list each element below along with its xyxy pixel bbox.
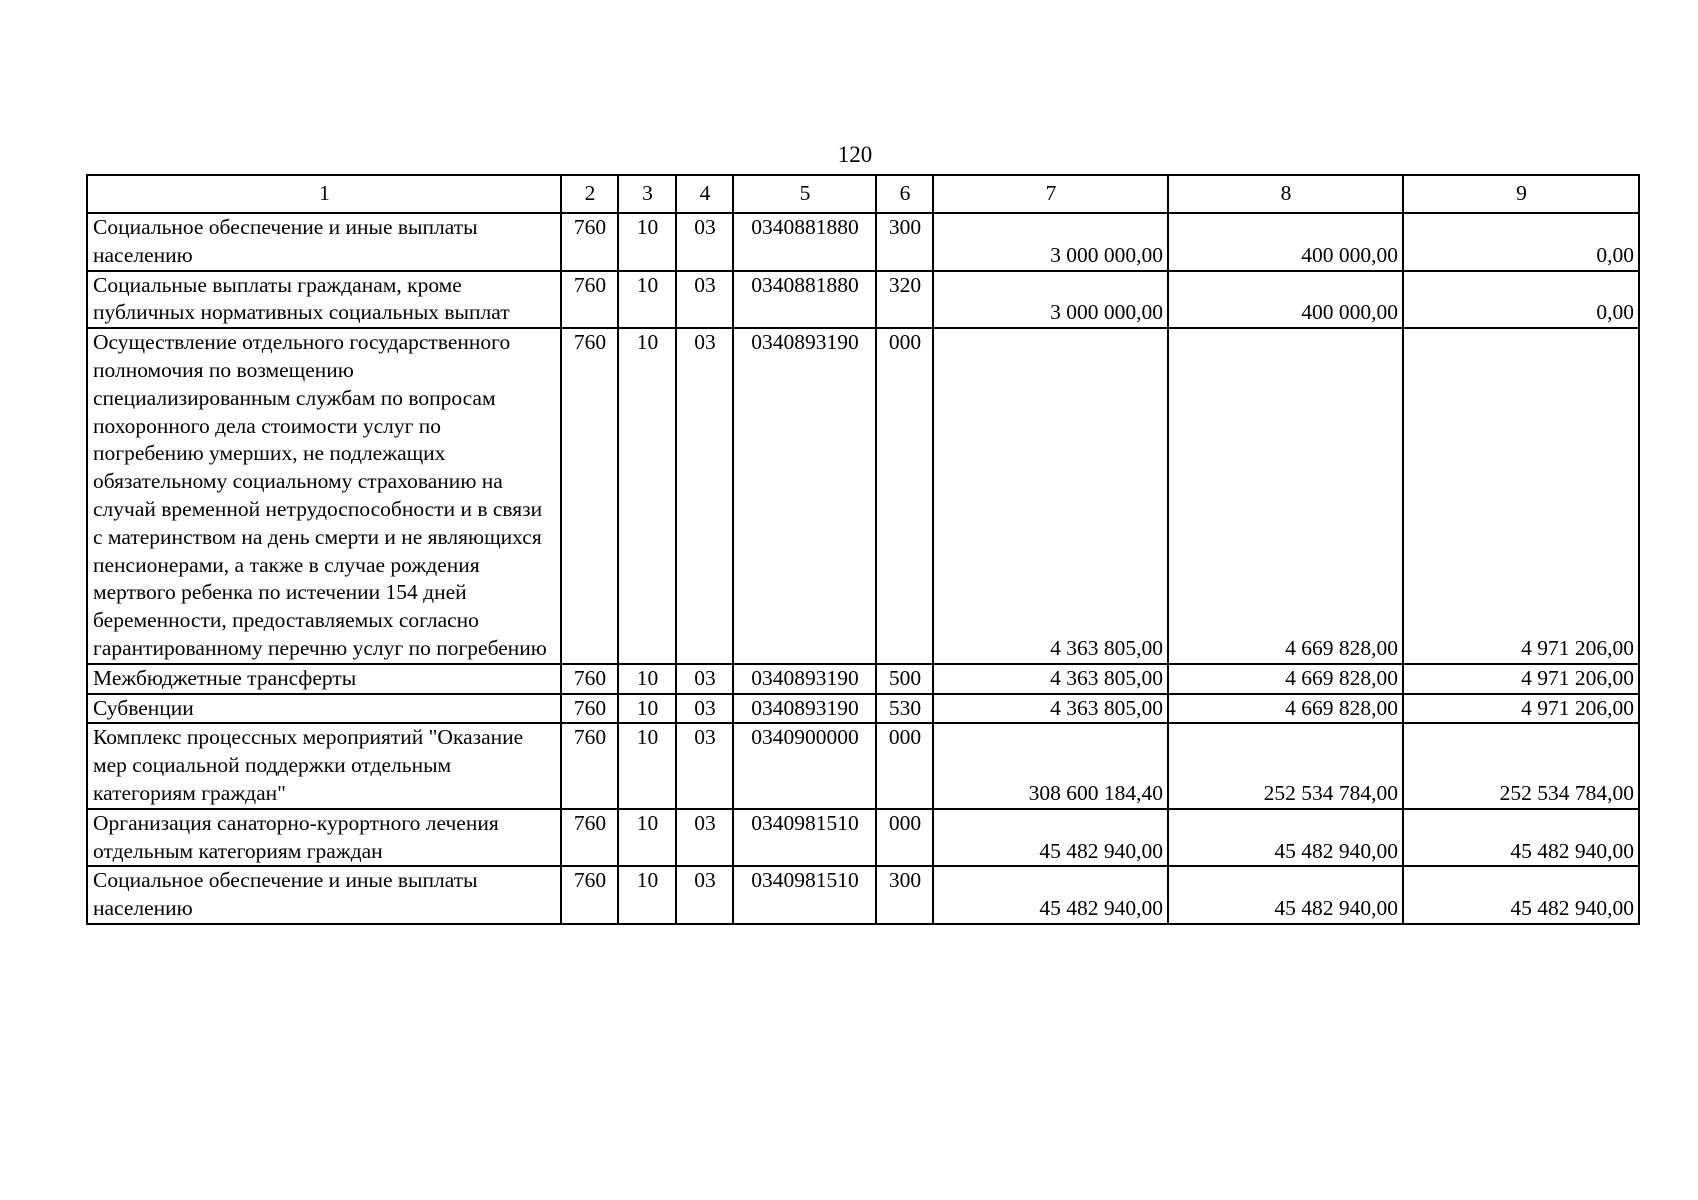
row-code-2: 760 bbox=[561, 271, 618, 329]
row-code-4: 03 bbox=[676, 664, 733, 694]
row-code-3: 10 bbox=[618, 664, 676, 694]
row-amount-7: 4 363 805,00 bbox=[933, 328, 1168, 664]
row-code-6: 000 bbox=[876, 328, 933, 664]
header-cell-3: 3 bbox=[618, 175, 676, 213]
row-code-4: 03 bbox=[676, 328, 733, 664]
row-name: Субвенции bbox=[87, 694, 561, 724]
row-amount-8: 4 669 828,00 bbox=[1168, 694, 1403, 724]
row-amount-7: 4 363 805,00 bbox=[933, 694, 1168, 724]
row-amount-7: 3 000 000,00 bbox=[933, 213, 1168, 271]
row-name: Организация санаторно-курортного лечения отдельным категориям граждан bbox=[87, 809, 561, 867]
row-amount-8: 45 482 940,00 bbox=[1168, 809, 1403, 867]
row-amount-9: 0,00 bbox=[1403, 271, 1639, 329]
table-row bbox=[87, 271, 1639, 329]
row-amount-7: 308 600 184,40 bbox=[933, 723, 1168, 808]
row-code-5: 0340881880 bbox=[733, 213, 876, 271]
row-code-3: 10 bbox=[618, 723, 676, 808]
row-amount-9: 4 971 206,00 bbox=[1403, 694, 1639, 724]
table-row bbox=[87, 213, 1639, 271]
header-cell-8: 8 bbox=[1168, 175, 1403, 213]
table-row bbox=[87, 328, 1639, 664]
header-row bbox=[87, 175, 1639, 213]
row-code-3: 10 bbox=[618, 271, 676, 329]
table-row bbox=[87, 866, 1639, 924]
row-amount-8: 252 534 784,00 bbox=[1168, 723, 1403, 808]
row-code-4: 03 bbox=[676, 694, 733, 724]
row-name: Межбюджетные трансферты bbox=[87, 664, 561, 694]
row-code-3: 10 bbox=[618, 809, 676, 867]
row-name: Социальные выплаты гражданам, кроме публичных нормативных социальных выплат bbox=[87, 271, 561, 329]
row-code-3: 10 bbox=[618, 213, 676, 271]
row-amount-8: 4 669 828,00 bbox=[1168, 328, 1403, 664]
header-cell-1: 1 bbox=[87, 175, 561, 213]
row-code-4: 03 bbox=[676, 866, 733, 924]
row-code-2: 760 bbox=[561, 328, 618, 664]
row-code-2: 760 bbox=[561, 664, 618, 694]
row-amount-9: 252 534 784,00 bbox=[1403, 723, 1639, 808]
row-name: Комплекс процессных мероприятий "Оказание мер социальной поддержки отдельным категориям граждан" bbox=[87, 723, 561, 808]
row-amount-7: 3 000 000,00 bbox=[933, 271, 1168, 329]
row-code-4: 03 bbox=[676, 213, 733, 271]
row-code-5: 0340893190 bbox=[733, 694, 876, 724]
row-code-5: 0340981510 bbox=[733, 809, 876, 867]
row-code-6: 500 bbox=[876, 664, 933, 694]
row-amount-9: 4 971 206,00 bbox=[1403, 328, 1639, 664]
row-amount-8: 45 482 940,00 bbox=[1168, 866, 1403, 924]
row-amount-9: 45 482 940,00 bbox=[1403, 866, 1639, 924]
row-code-4: 03 bbox=[676, 271, 733, 329]
table-row bbox=[87, 723, 1639, 808]
row-code-2: 760 bbox=[561, 723, 618, 808]
header-cell-2: 2 bbox=[561, 175, 618, 213]
header-cell-4: 4 bbox=[676, 175, 733, 213]
row-code-3: 10 bbox=[618, 694, 676, 724]
row-code-3: 10 bbox=[618, 866, 676, 924]
page-number: 120 bbox=[837, 142, 873, 167]
row-code-2: 760 bbox=[561, 213, 618, 271]
row-code-4: 03 bbox=[676, 809, 733, 867]
row-code-6: 300 bbox=[876, 866, 933, 924]
row-code-2: 760 bbox=[561, 809, 618, 867]
row-name: Социальное обеспечение и иные выплаты населению bbox=[87, 866, 561, 924]
row-name: Социальное обеспечение и иные выплаты населению bbox=[87, 213, 561, 271]
row-code-4: 03 bbox=[676, 723, 733, 808]
budget-table bbox=[86, 174, 1640, 925]
row-code-5: 0340881880 bbox=[733, 271, 876, 329]
row-code-5: 0340981510 bbox=[733, 866, 876, 924]
row-amount-9: 45 482 940,00 bbox=[1403, 809, 1639, 867]
row-amount-7: 4 363 805,00 bbox=[933, 664, 1168, 694]
row-amount-9: 0,00 bbox=[1403, 213, 1639, 271]
row-amount-9: 4 971 206,00 bbox=[1403, 664, 1639, 694]
row-code-6: 000 bbox=[876, 723, 933, 808]
row-code-5: 0340893190 bbox=[733, 328, 876, 664]
row-code-2: 760 bbox=[561, 866, 618, 924]
table-row bbox=[87, 664, 1639, 694]
row-amount-7: 45 482 940,00 bbox=[933, 866, 1168, 924]
header-cell-6: 6 bbox=[876, 175, 933, 213]
table-row bbox=[87, 809, 1639, 867]
row-name: Осуществление отдельного государственного полномочия по возмещению специализированным службам по вопросам похоронного дела стоимости услуг по погребению умерших, не подлежащих обязательному социальному страхованию на случай временной нетрудоспособности и в связи с материнством на день смерти и не являющихся пенсионерами, а также в случае рождения мертвого ребенка по истечении 154 дней беременности, предоставляемых согласно гарантированному перечню услуг по погребению bbox=[87, 328, 561, 664]
row-code-3: 10 bbox=[618, 328, 676, 664]
row-amount-7: 45 482 940,00 bbox=[933, 809, 1168, 867]
row-amount-8: 400 000,00 bbox=[1168, 213, 1403, 271]
row-code-5: 0340900000 bbox=[733, 723, 876, 808]
row-code-5: 0340893190 bbox=[733, 664, 876, 694]
row-amount-8: 4 669 828,00 bbox=[1168, 664, 1403, 694]
header-cell-5: 5 bbox=[733, 175, 876, 213]
row-code-2: 760 bbox=[561, 694, 618, 724]
table-row bbox=[87, 694, 1639, 724]
row-code-6: 530 bbox=[876, 694, 933, 724]
row-code-6: 300 bbox=[876, 213, 933, 271]
row-code-6: 320 bbox=[876, 271, 933, 329]
header-cell-7: 7 bbox=[933, 175, 1168, 213]
header-cell-9: 9 bbox=[1403, 175, 1639, 213]
row-code-6: 000 bbox=[876, 809, 933, 867]
row-amount-8: 400 000,00 bbox=[1168, 271, 1403, 329]
